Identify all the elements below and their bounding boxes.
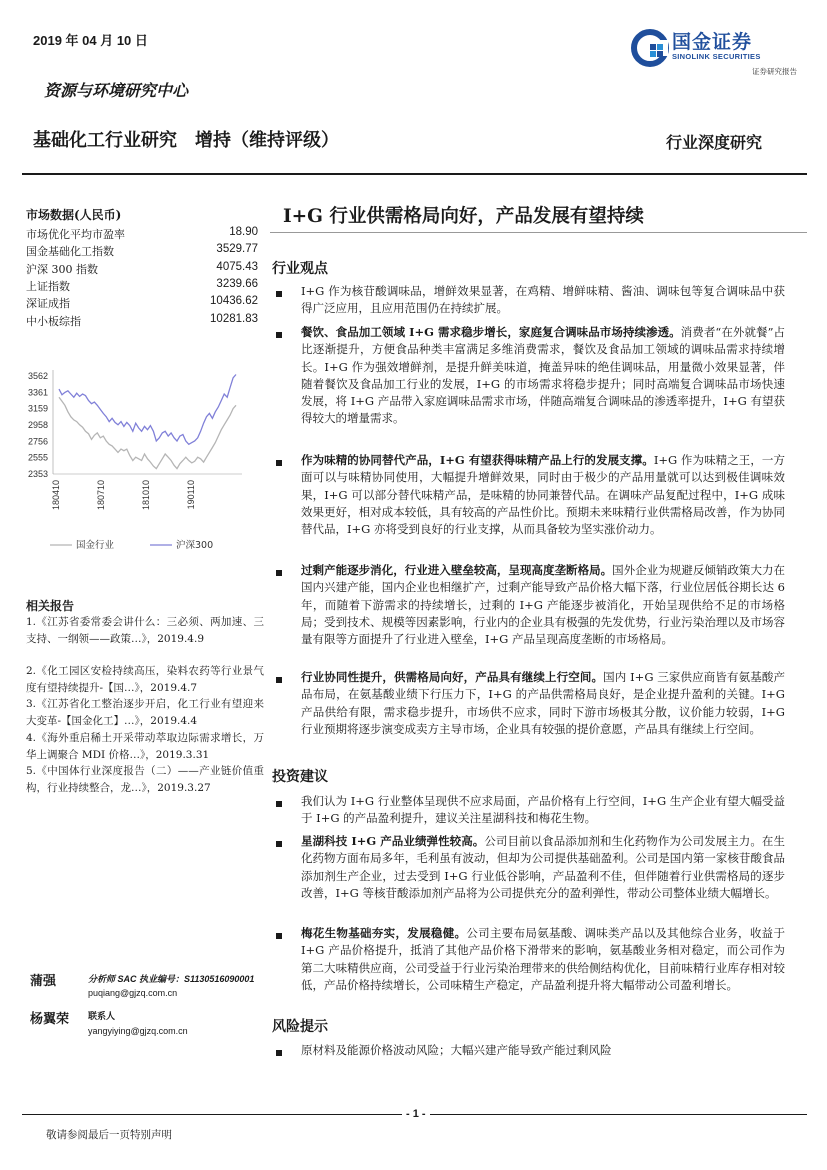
legend-label: 国金行业: [76, 540, 115, 551]
analyst-name: 蒲强: [30, 974, 57, 989]
market-row-label: 市场优化平均市盈率: [26, 228, 125, 241]
title-divider: [270, 232, 807, 233]
paragraph: I+G 作为核苷酸调味品，增鲜效果显著，在鸡精、增鲜味精、酱油、调味包等复合调味品中获得广泛应用，且应用范围仍在持续扩展。: [301, 284, 785, 316]
related-report-item[interactable]: 1.《江苏省委常委会讲什么：三必须、两加速、三支持、一纲领——政策…》，2019.4.9: [26, 616, 264, 645]
bullet-icon: [276, 677, 286, 687]
logo-mark-icon: [630, 26, 674, 70]
market-row: [26, 313, 258, 329]
market-row: [26, 261, 258, 277]
bullet-icon: [276, 801, 286, 811]
paragraph: 梅花生物基础夯实，发展稳健。公司主要布局氨基酸、调味类产品以及其他综合业务，收益于 I+G 产品价格提升，抵消了其他产品价格下滑带来的影响，氨基酸业务相对稳定，而公司作为第二大味精供应商，公司受益于行业污染治理带来的供给侧结构优化，目前味精行业库存相对较低，产品价格持续增长，公司味精生产稳定，产品盈利提升将大幅带动公司盈利增长。: [301, 926, 785, 992]
x-tick-label: 190110: [186, 480, 196, 510]
market-row-value: 4075.43: [216, 261, 258, 273]
rating-headline: 基础化工行业研究 增持（维持评级）: [33, 130, 339, 150]
y-tick-label: 2756: [27, 436, 48, 447]
page-number: - 1 -: [402, 1108, 430, 1120]
analyst-info: [88, 972, 254, 1000]
market-row-label: 深证成指: [26, 297, 70, 310]
bullet-icon: [276, 332, 286, 342]
report-date: 2019 年 04 月 10 日: [33, 33, 148, 48]
contact-role: 联系人: [88, 1012, 116, 1022]
paragraph: 行业协同性提升，供需格局向好，产品具有继续上行空间。国内 I+G 三家供应商皆有氨基酸产品布局，在氨基酸业绩下行压力下，I+G 的产品供需格局良好，是企业提升盈利的关键。I+G 产品供给有限，需求稳步提升，市场供不应求，同时下游市场极其分散，议价能力较弱，I+G 行业预期将逐步演变成卖方主导市场，企业具有较强的提价意愿，产品具有继续上行空间。: [301, 670, 785, 736]
section-heading-risk: 风险提示: [272, 1019, 328, 1035]
market-row-value: 18.90: [229, 226, 258, 238]
logo-company-name: 国金证券: [672, 32, 753, 53]
analyst-license: 分析师 SAC 执业编号：S1130516090001: [88, 974, 255, 984]
paragraph: 星湖科技 I+G 产品业绩弹性较高。公司目前以食品添加剂和生化药物作为公司发展主力。在生化药物方面布局多年，毛利虽有波动，但却为公司提供基础盈利。公司是国内第一家核苷酸食品添加剂生产企业，过去受到 I+G 行业低谷影响，产品盈利不佳，但伴随着行业供需格局的逐步改善，I+G 等核苷酸添加剂产品将为公司提供充分的盈利弹性，带动公司整体业绩大幅增长。: [301, 834, 786, 900]
related-report-item[interactable]: 5.《中国体行业深度报告（二）——产业链价值重构，行业持续整合，龙…》，2019.3.27: [26, 765, 264, 794]
related-report-item[interactable]: 4.《海外重启稀土开采带动萃取边际需求增长，万华上调聚合 MDI 价格…》，2019.3.31: [26, 732, 264, 761]
paragraph: 原材料及能源价格波动风险；大幅兴建产能导致产能过剩风险: [301, 1043, 612, 1057]
market-row-label: 中小板综指: [26, 315, 81, 328]
paragraph: 作为味精的协同替代产品，I+G 有望获得味精产品上行的发展支撑。I+G 作为味精之王，一方面可以与味精协同使用，大幅提升增鲜效果，同时由于极少的产品用量就可以达到极佳调味效果，I+G 可以部分替代味精产品，是味精的协同兼替代品。在调味产品复配过程中，I+G 成味效果更好，相对成本较低，具有较高的产品性价比。预期未来味精行业供需格局改善，作为协同替代品，I+G 亦将受到良好的行业支撑，从而具备较为坚实涨价动力。: [301, 453, 785, 537]
market-row: [26, 295, 258, 311]
market-row-label: 国金基础化工指数: [26, 245, 114, 258]
report-type: 行业深度研究: [666, 133, 763, 152]
y-tick-label: 2353: [27, 469, 48, 479]
y-tick-label: 2958: [27, 420, 48, 430]
analyst-email[interactable]: puqiang@gjzq.com.cn: [88, 988, 178, 998]
bullet-icon: [276, 291, 286, 301]
series-line: [59, 375, 236, 445]
market-row-value: 3529.77: [216, 243, 258, 255]
paragraph: 过剩产能逐步消化，行业进入壁垒较高，呈现高度垄断格局。国外企业为规避反倾销政策大力在国内兴建产能，国内企业也相继扩产，过剩产能导致产品价格大幅下落，行业位居低谷期长达 6 年，而随着下游需求的持续增长，过剩的 I+G 产能逐步被消化，开始呈现供给不足的市场格局；受到技术、规模等因素影响，行业内的企业具有极强的先发优势，行业污染治理以及市场容量有限等方面提升了行业进入壁垒，I+G 产品呈现高度垄断的市场格局。: [301, 563, 785, 647]
x-tick-label: 180410: [51, 480, 61, 511]
contact-email[interactable]: yangyiying@gjzq.com.cn: [88, 1026, 188, 1036]
bullet-icon: [276, 460, 286, 470]
contact-info: [88, 1010, 188, 1038]
series-line: [59, 397, 236, 468]
y-tick-label: 3361: [27, 387, 48, 398]
disclaimer-note[interactable]: 敬请参阅最后一页特别声明: [46, 1129, 172, 1141]
market-row-label: 上证指数: [26, 280, 70, 293]
market-row-value: 10281.83: [210, 313, 258, 325]
paragraph: 我们认为 I+G 行业整体呈现供不应求局面，产品价格有上行空间，I+G 生产企业有望大幅受益于 I+G 的产品盈利提升，建议关注星湖科技和梅花生物。: [301, 794, 785, 826]
legend-label: 沪深300: [176, 540, 214, 551]
market-row: [26, 226, 258, 242]
related-reports-title: 相关报告: [26, 599, 75, 613]
market-row: [26, 243, 258, 259]
bullet-icon: [276, 841, 286, 851]
bullet-icon: [276, 1050, 286, 1060]
section-heading-view: 行业观点: [272, 261, 328, 277]
related-report-item[interactable]: 2.《化工园区安检持续高压，染料农药等行业景气度有望持续提升-【国…》，2019.4.7: [26, 665, 264, 694]
bullet-icon: [276, 933, 286, 943]
market-data-title: 市场数据(人民币): [26, 208, 122, 222]
related-report-item[interactable]: 3.《江苏省化工整治逐步开启，化工行业有望迎来大变革-【国金化工】…》，2019.4.4: [26, 698, 264, 727]
index-line-chart: [20, 362, 260, 562]
logo-subtitle: 证券研究报告: [752, 67, 797, 76]
y-tick-label: 3159: [27, 403, 48, 414]
report-title: I+G 行业供需格局向好，产品发展有望持续: [283, 206, 644, 227]
header-divider: [22, 173, 807, 175]
market-row: [26, 278, 258, 294]
market-row-value: 3239.66: [216, 278, 258, 290]
market-row-value: 10436.62: [210, 295, 258, 307]
paragraph: 餐饮、食品加工领域 I+G 需求稳步增长，家庭复合调味品市场持续渗透。消费者“在外就餐”占比逐渐提升，方便食品种类丰富满足多维消费需求，餐饮及食品加工领域的调味品需求持续增长。I+G 作为强效增鲜剂，是提升鲜美味道，掩盖异味的绝佳调味品，用量微小效果显著，伴随着餐饮及食品加工行业的发展，I+G 的市场需求将稳步提升；同时高端复合调味品市场快速发展，将 I+G 产品带入家庭调味品需求市场，伴随高端复合调味品的渗透率提升，I+G 有望获得较大的增量需求。: [301, 325, 786, 426]
section-heading-invest: 投资建议: [272, 769, 328, 785]
bullet-icon: [276, 570, 286, 580]
x-tick-label: 180710: [96, 480, 106, 511]
x-tick-label: 181010: [141, 480, 151, 511]
y-tick-label: 2555: [27, 452, 48, 463]
y-tick-label: 3562: [27, 371, 48, 381]
market-row-label: 沪深 300 指数: [26, 263, 98, 276]
department-name: 资源与环境研究中心: [44, 81, 189, 100]
contact-name: 杨翼荣: [30, 1012, 70, 1027]
logo-company-name-en: SINOLINK SECURITIES: [672, 52, 761, 61]
